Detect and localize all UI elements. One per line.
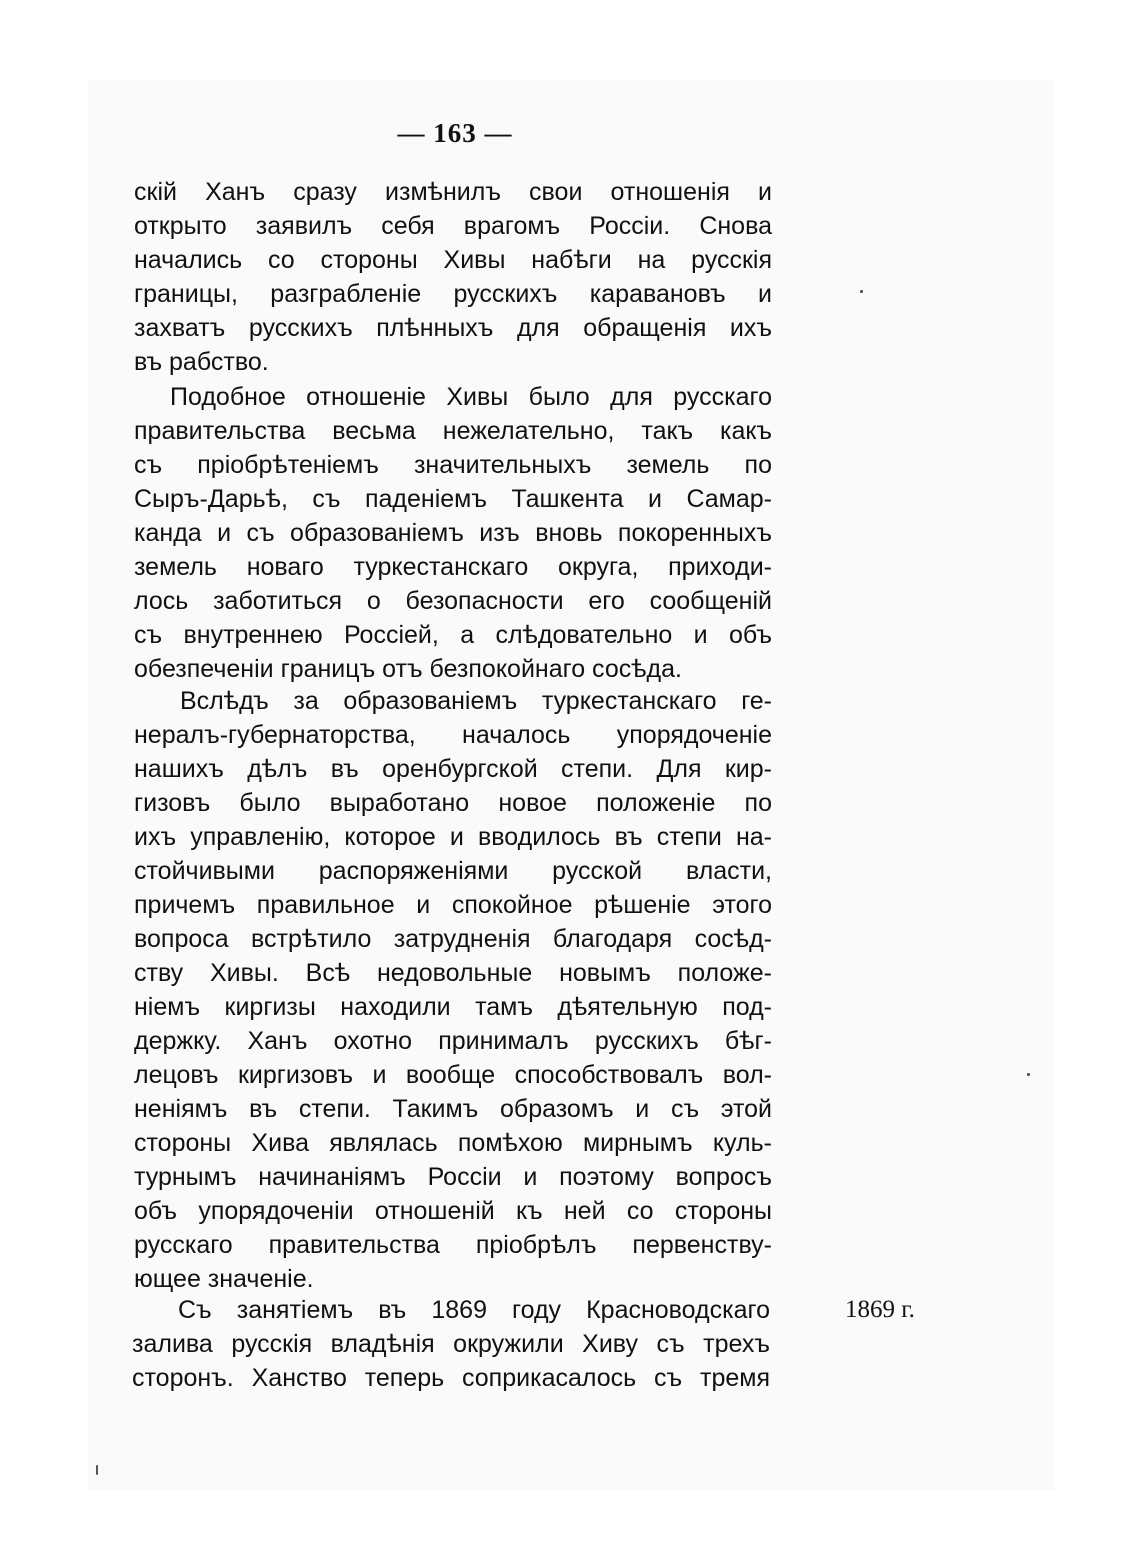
text-line: открыто заявилъ себя врагомъ Россіи. Снова [134,212,772,240]
text-line: земель новаго туркестанскаго округа, приходи- [134,553,772,581]
text-line: объ упорядоченіи отношеній къ ней со стороны [134,1197,772,1225]
text-line: обезпеченіи границъ отъ безпокойнаго сосѣда. [134,655,682,683]
text-line: лось заботиться о безопасности его сообщеній [134,587,772,615]
margin-note-year: 1869 г. [845,1296,915,1323]
text-line: нералъ-губернаторства, началось упорядоченіе [134,721,772,749]
text-line: правительства весьма нежелательно, такъ какъ [134,417,772,445]
text-line: лецовъ киргизовъ и вообще способствовалъ вол- [134,1061,772,1089]
text-line: русскаго правительства пріобрѣлъ первенству- [134,1231,772,1259]
scan-speck [96,1465,98,1475]
text-line: Сыръ-Дарьѣ, съ паденіемъ Ташкента и Самар- [134,485,772,513]
scan-speck [1027,1073,1030,1076]
text-line: ству Хивы. Всѣ недовольные новымъ положе- [134,959,772,987]
text-line: гизовъ было выработано новое положеніе по [134,789,772,817]
text-line: скій Ханъ сразу измѣнилъ свои отношенія и [134,178,772,206]
text-line: стойчивыми распоряженіями русской власти, [134,857,772,885]
text-line: стороны Хива являлась помѣхою мирнымъ куль- [134,1129,772,1157]
text-line: начались со стороны Хивы набѣги на русскія [134,246,772,274]
text-line: вопроса встрѣтило затрудненія благодаря сосѣд- [134,925,772,953]
text-line: неніямъ въ степи. Такимъ образомъ и съ этой [134,1095,772,1123]
text-line: съ внутреннею Россіей, а слѣдовательно и объ [134,621,772,649]
page-number: — 163 — [397,118,513,148]
text-line: причемъ правильное и спокойное рѣшеніе этого [134,891,772,919]
text-line: ихъ управленію, которое и вводилось въ степи на- [134,823,772,851]
text-line: залива русскія владѣнія окружили Хиву съ трехъ [132,1330,770,1358]
text-line: сторонъ. Ханство теперь соприкасалось съ тремя [132,1364,770,1392]
text-line: турнымъ начинаніямъ Россіи и поэтому вопросъ [134,1163,772,1191]
text-line: въ рабство. [134,348,269,376]
text-line: канда и съ образованіемъ изъ вновь покоренныхъ [134,519,772,547]
text-line: ющее значеніе. [134,1265,314,1293]
text-line: съ пріобрѣтеніемъ значительныхъ земель по [134,451,772,479]
text-line: нашихъ дѣлъ въ оренбургской степи. Для кир- [134,755,772,783]
text-line: захватъ русскихъ плѣнныхъ для обращенія ихъ [134,314,772,342]
text-line: Вслѣдъ за образованіемъ туркестанскаго ге- [180,687,772,715]
scan-speck [860,290,863,293]
text-line: границы, разграбленіе русскихъ каравановъ и [134,280,772,308]
text-line: Подобное отношеніе Хивы было для русскаго [170,383,772,411]
text-line: держку. Ханъ охотно принималъ русскихъ бѣг- [134,1027,772,1055]
text-line: ніемъ киргизы находили тамъ дѣятельную под- [134,993,772,1021]
text-line: Съ занятіемъ въ 1869 году Красноводскаго [178,1296,770,1324]
